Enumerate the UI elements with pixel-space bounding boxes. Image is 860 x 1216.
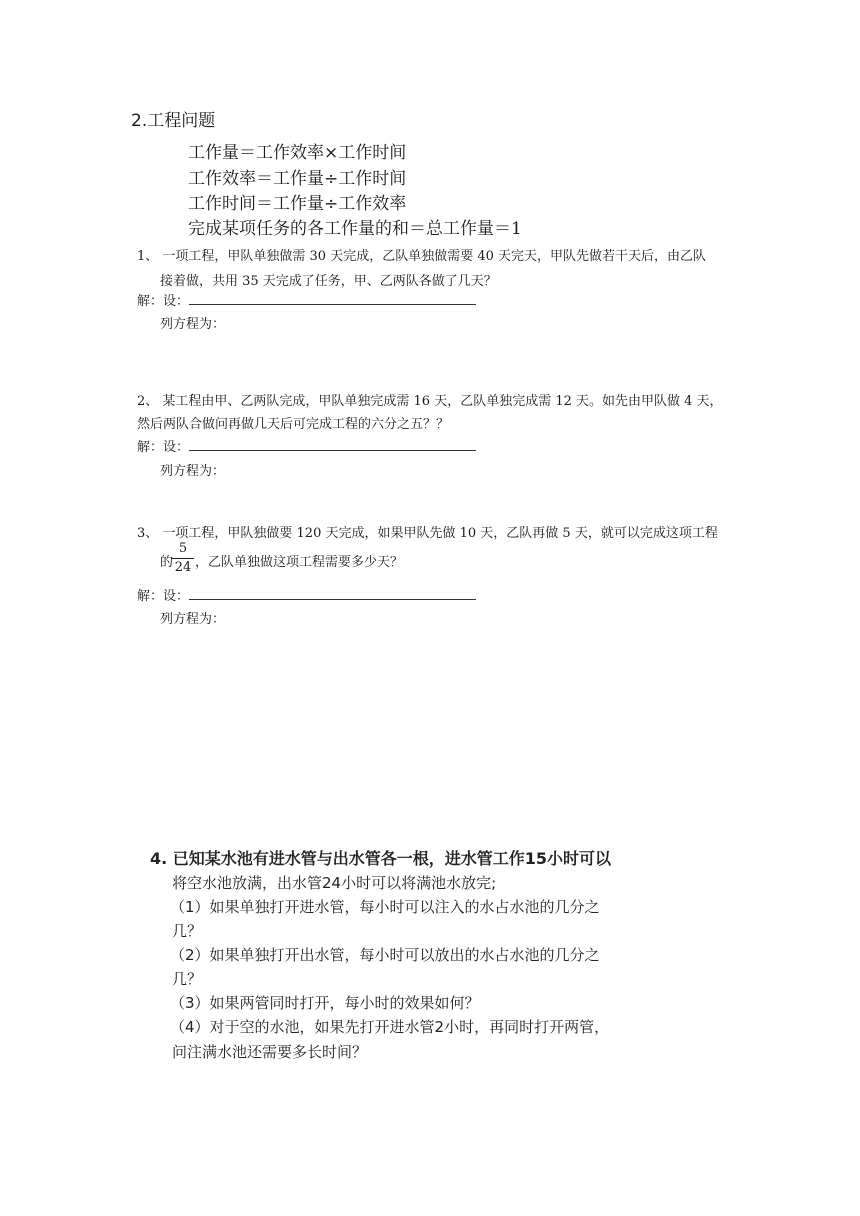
q3-solve-label: 解：设： [137,589,190,604]
q3-solve-row [137,585,476,604]
q3-fraction [172,541,194,576]
q2-line-1: 2、 某工程由甲、乙两队完成，甲队单独完成需 16 天，乙队单独完成需 12 天。如先由甲队做 4 天， [137,394,723,409]
q4-line-5: （2）如果单独打开出水管，每小时可以放出的水占水池的几分之 [170,946,600,964]
formula-work-time: 工作时间＝工作量÷工作效率 [188,194,407,214]
formula-work-amount: 工作量＝工作效率×工作时间 [188,143,407,163]
q1-equation-label: 列方程为： [160,317,226,332]
q4-line-8: （4）对于空的水池，如果先打开进水管2小时，再同时打开两管， [170,1018,610,1036]
q2-answer-line[interactable] [189,438,476,451]
q3-equation-label: 列方程为： [160,612,226,627]
q2-solve-row [137,436,476,455]
q3-prefix: 的 [160,555,174,570]
q4-line-9: 问注满水池还需要多长时间？ [172,1043,368,1061]
q1-answer-line[interactable] [189,292,476,305]
q1-solve-label: 解：设： [137,294,190,309]
q4-line-4: 几？ [172,922,203,940]
formula-work-efficiency: 工作效率＝工作量÷工作时间 [188,169,407,189]
q4-line-3: （1）如果单独打开进水管，每小时可以注入的水占水池的几分之 [170,898,600,916]
q1-solve-row [137,290,476,309]
q3-answer-line[interactable] [189,587,476,600]
q3-fraction-denominator: 24 [174,560,192,575]
q4-line-6: 几？ [172,970,203,988]
formula-total-work: 完成某项任务的各工作量的和＝总工作量＝1 [188,219,522,239]
q3-fraction-bar [172,558,194,559]
q4-line-1: 4. 已知某水池有进水管与出水管各一根，进水管工作15小时可以 [150,849,612,868]
q4-line-7: （3）如果两管同时打开，每小时的效果如何？ [170,994,480,1012]
q2-solve-label: 解：设： [137,440,190,455]
q1-line-1: 1、 一项工程，甲队单独做需 30 天完成，乙队单独做需要 40 天完天，甲队先做若干天后，由乙队 [137,249,707,264]
q1-line-2: 接着做，共用 35 天完成了任务，甲、乙两队各做了几天？ [160,274,497,289]
q4-line-2: 将空水池放满，出水管24小时可以将满池水放完; [172,874,497,892]
section-heading: 2.工程问题 [131,111,216,131]
q3-fraction-numerator: 5 [178,541,188,556]
q2-line-2: 然后两队合做问再做几天后可完成工程的六分之五？？ [137,417,450,432]
q2-equation-label: 列方程为： [160,464,226,479]
q3-line-1: 3、 一项工程，甲队独做要 120 天完成，如果甲队先做 10 天，乙队再做 5 天，就可以完成这项工程 [137,526,718,541]
q3-suffix: ，乙队单独做这项工程需要多少天？ [195,555,404,570]
